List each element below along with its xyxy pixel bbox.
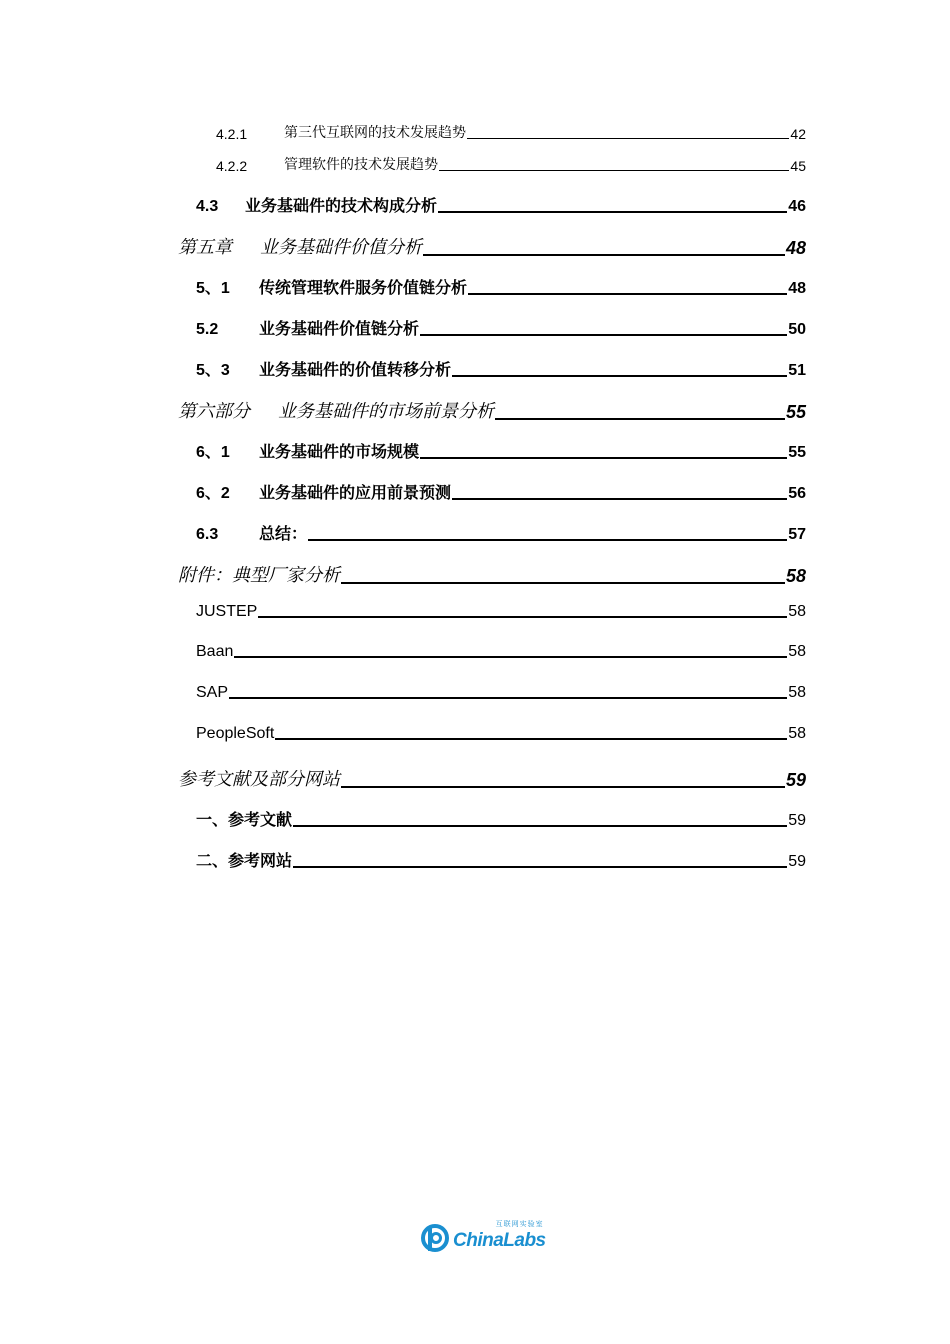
- toc-entry[interactable]: [196, 521, 806, 544]
- toc-entry-title: 业务基础件价值链分析: [259, 319, 420, 338]
- toc-entry-page: 59: [788, 812, 806, 829]
- toc-leader-line: [308, 539, 787, 541]
- toc-leader-line: [439, 170, 789, 171]
- toc-entry[interactable]: [196, 643, 806, 661]
- toc-entry-number: 4.3: [196, 198, 219, 215]
- toc-entry[interactable]: [196, 193, 806, 216]
- toc-entry-page: 42: [790, 126, 806, 142]
- toc-entry-number: 4.2.1: [216, 126, 248, 142]
- toc-entry[interactable]: [196, 480, 806, 503]
- toc-entry-title: 管理软件的技术发展趋势: [284, 157, 438, 173]
- chinalabs-logo-icon: [420, 1221, 450, 1253]
- toc-entry[interactable]: [216, 122, 806, 142]
- toc-leader-line: [467, 138, 789, 139]
- toc-entry[interactable]: [196, 807, 806, 830]
- toc-leader-line: [293, 866, 787, 868]
- toc-leader-line: [341, 582, 785, 584]
- toc-leader-line: [452, 498, 787, 500]
- toc-entry-page: 46: [788, 198, 806, 215]
- toc-entry-page: 58: [788, 725, 806, 742]
- toc-entry-page: 51: [788, 362, 806, 379]
- logo-tagline: 互联网实验室: [495, 1220, 544, 1228]
- toc-entry-title: SAP: [196, 684, 229, 701]
- toc-chapter-entry[interactable]: [178, 765, 806, 791]
- toc-entry-page: 48: [788, 280, 806, 297]
- toc-chapter-title: 附件：典型厂家分析: [178, 565, 340, 586]
- toc-entry-page: 59: [788, 853, 806, 870]
- toc-entry-number: 6、1: [196, 444, 230, 461]
- toc-leader-line: [438, 211, 787, 213]
- toc-chapter-title: 业务基础件的市场前景分析: [278, 401, 494, 422]
- toc-chapter-page: 59: [785, 770, 806, 790]
- toc-entry[interactable]: [196, 357, 806, 380]
- toc-chapter-entry[interactable]: [178, 233, 806, 259]
- toc-entry-title: 业务基础件的市场规模: [259, 442, 420, 461]
- toc-entry-number: 5、1: [196, 280, 230, 297]
- toc-entry[interactable]: [196, 439, 806, 462]
- toc-chapter-page: 55: [785, 402, 806, 422]
- toc-entry-number: 4.2.2: [216, 158, 248, 174]
- toc-chapter-entry[interactable]: [178, 397, 806, 423]
- toc-leader-line: [275, 738, 787, 740]
- toc-leader-line: [452, 375, 787, 377]
- toc-entry[interactable]: [216, 154, 806, 174]
- toc-entry-page: 56: [788, 485, 806, 502]
- toc-leader-line: [258, 616, 787, 618]
- toc-chapter-page: 48: [785, 238, 806, 258]
- toc-leader-line: [229, 697, 787, 699]
- toc-entry-title: JUSTEP: [196, 603, 258, 620]
- toc-leader-line: [420, 334, 787, 336]
- toc-entry-title: 传统管理软件服务价值链分析: [259, 278, 468, 297]
- toc-leader-line: [468, 293, 787, 295]
- logo-wordmark: [453, 1222, 546, 1252]
- toc-entry-title: 总结：: [259, 524, 308, 543]
- toc-entry-title: PeopleSoft: [196, 725, 275, 742]
- toc-entry-page: 55: [788, 444, 806, 461]
- toc-entry-number: 5.2: [196, 321, 219, 338]
- toc-leader-line: [234, 656, 787, 658]
- logo-text: ChinaLabs: [453, 1230, 546, 1251]
- toc-entry-page: 45: [790, 158, 806, 174]
- toc-entry-page: 58: [788, 643, 806, 660]
- toc-entry-title: 第三代互联网的技术发展趋势: [284, 125, 466, 141]
- toc-chapter-title: 参考文献及部分网站: [178, 769, 340, 790]
- toc-leader-line: [495, 418, 785, 420]
- toc-entry-title: Baan: [196, 643, 234, 660]
- toc-entry-title: 一、参考文献: [196, 810, 293, 829]
- toc-entry[interactable]: [196, 316, 806, 339]
- toc-entry-title: 业务基础件的技术构成分析: [245, 196, 438, 215]
- toc-entry-title: 业务基础件的价值转移分析: [259, 360, 452, 379]
- toc-entry-number: 6、2: [196, 485, 230, 502]
- toc-entry-number: 5、3: [196, 362, 230, 379]
- toc-entry-title: 业务基础件的应用前景预测: [259, 483, 452, 502]
- toc-chapter-entry[interactable]: [178, 561, 806, 587]
- toc-entry[interactable]: [196, 684, 806, 702]
- toc-leader-line: [341, 786, 785, 788]
- toc-entry-page: 58: [788, 684, 806, 701]
- toc-chapter-page: 58: [785, 566, 806, 586]
- toc-chapter-title: 业务基础件价值分析: [260, 237, 422, 258]
- toc-leader-line: [420, 457, 787, 459]
- toc-entry-page: 57: [788, 526, 806, 543]
- footer-logo: [420, 1220, 552, 1254]
- toc-leader-line: [423, 254, 785, 256]
- toc-entry-number: 6.3: [196, 526, 219, 543]
- toc-leader-line: [293, 825, 787, 827]
- toc-entry-title: 二、参考网站: [196, 851, 293, 870]
- toc-entry-page: 50: [788, 321, 806, 338]
- toc-entry[interactable]: [196, 603, 806, 621]
- toc-entry-page: 58: [788, 603, 806, 620]
- toc-entry[interactable]: [196, 275, 806, 298]
- toc-chapter-number: 第六部分: [178, 401, 250, 422]
- toc-entry[interactable]: [196, 848, 806, 871]
- toc-chapter-number: 第五章: [178, 237, 232, 258]
- toc-entry[interactable]: [196, 725, 806, 743]
